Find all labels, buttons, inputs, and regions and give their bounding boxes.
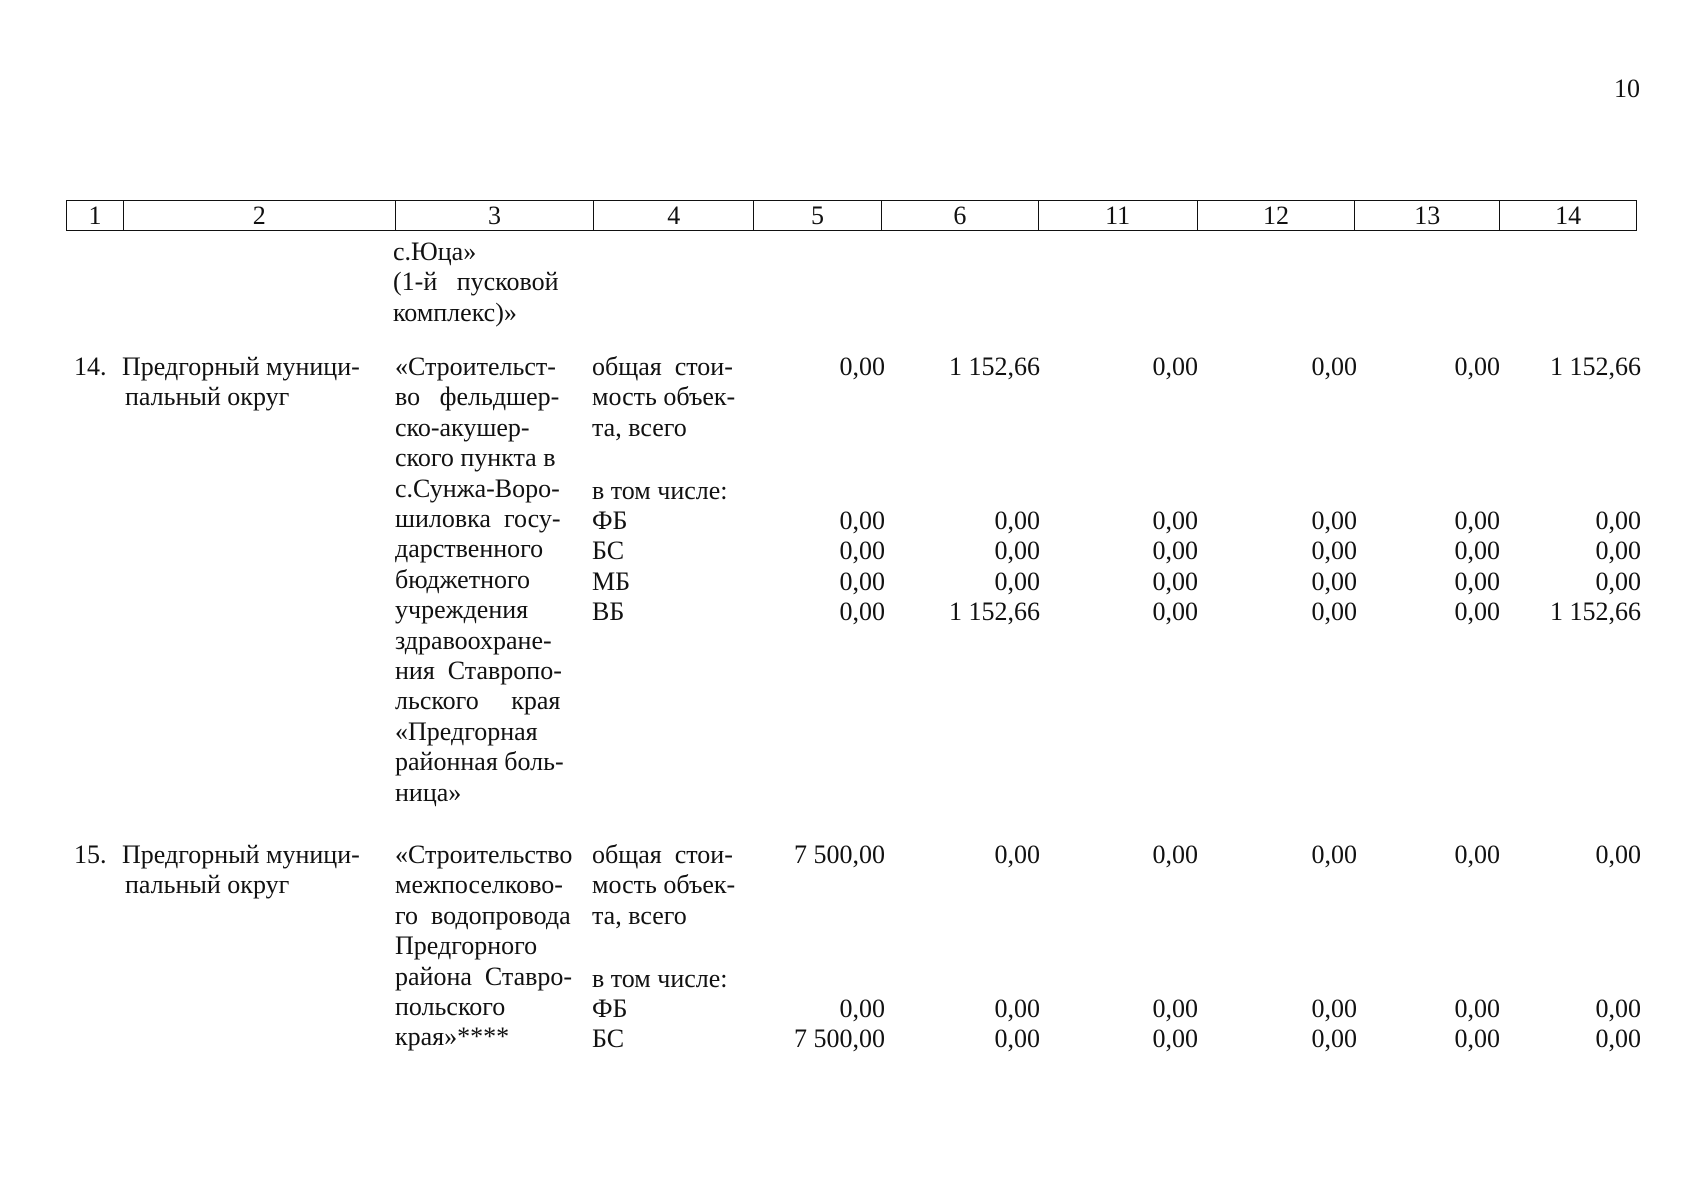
funding-source-value: 0,00 (839, 536, 885, 566)
funding-source-value: 0,00 (994, 566, 1040, 596)
funding-source-value: 0,00 (1152, 506, 1198, 535)
row-number: 14. (74, 352, 107, 381)
header-col-6: 6 (881, 201, 1038, 230)
funding-source-value: 1 152,66 (1550, 597, 1641, 627)
object-name-line: «Строительст- (395, 352, 556, 381)
funding-source-label: ФБ (592, 506, 628, 535)
object-name-line: с.Сунжа-Воро- (395, 473, 560, 503)
funding-source-value: 0,00 (1152, 536, 1198, 566)
funding-source-value: 0,00 (839, 566, 885, 596)
municipality-line: пальный округ (125, 870, 290, 900)
object-name-line: ница» (395, 777, 462, 807)
total-value: 1 152,66 (949, 352, 1040, 381)
total-value: 0,00 (994, 840, 1040, 869)
funding-source-value: 7 500,00 (794, 1024, 885, 1054)
funding-source-value: 0,00 (1311, 597, 1357, 627)
funding-source-value: 0,00 (1454, 536, 1500, 566)
object-name-line: ско-акушер- (395, 412, 530, 442)
object-name-line: «Строительство (395, 840, 573, 869)
municipality-line: пальный округ (125, 382, 290, 412)
header-col-13: 13 (1354, 201, 1499, 230)
funding-source-value: 0,00 (1152, 597, 1198, 627)
header-col-4: 4 (593, 201, 753, 230)
object-name-line: во фельдшер- (395, 382, 560, 412)
funding-source-value: 0,00 (1311, 536, 1357, 566)
funding-source-value: 0,00 (994, 994, 1040, 1023)
total-value: 0,00 (1311, 840, 1357, 869)
object-name-line: Предгорного (395, 931, 538, 961)
total-value: 0,00 (1454, 840, 1500, 869)
funding-source-value: 0,00 (1311, 1024, 1357, 1054)
header-col-11: 11 (1038, 201, 1197, 230)
total-value: 0,00 (1311, 352, 1357, 381)
total-value: 1 152,66 (1550, 352, 1641, 381)
page-number: 10 (1614, 74, 1640, 103)
funding-source-value: 0,00 (1595, 566, 1641, 596)
object-name-line: комплекс)» (393, 297, 517, 327)
object-name-line: ского пункта в (395, 443, 556, 473)
funding-source-value: 0,00 (1152, 1024, 1198, 1054)
funding-source-label: ФБ (592, 994, 628, 1023)
total-cost-label: та, всего (592, 900, 687, 930)
including-label: в том числе: (592, 963, 728, 993)
funding-source-value: 0,00 (1454, 1024, 1500, 1054)
object-name-line: шиловка госу- (395, 504, 561, 533)
including-label: в том числе: (592, 475, 728, 505)
funding-source-value: 0,00 (1311, 506, 1357, 535)
object-name-line: бюджетного (395, 564, 531, 594)
funding-source-value: 0,00 (1152, 566, 1198, 596)
object-name-line: здравоохране- (395, 625, 552, 655)
funding-source-value: 0,00 (1454, 566, 1500, 596)
header-col-14: 14 (1499, 201, 1636, 230)
object-name-line: учреждения (395, 595, 529, 625)
funding-source-value: 0,00 (1454, 597, 1500, 627)
object-name-line: района Ставро- (395, 961, 573, 991)
table-header-row (66, 200, 1637, 231)
funding-source-value: 0,00 (1152, 994, 1198, 1023)
object-name-line: межпоселково- (395, 870, 563, 900)
municipality-line: Предгорный муници- (122, 840, 360, 869)
funding-source-label: БС (592, 536, 625, 566)
total-cost-label: общая стои- (592, 840, 733, 869)
object-name-line: с.Юца» (393, 237, 477, 266)
row-number: 15. (74, 840, 107, 869)
object-name-line: районная боль- (395, 747, 564, 777)
total-value: 0,00 (1595, 840, 1641, 869)
object-name-line: ния Ставропо- (395, 656, 562, 685)
funding-source-label: ВБ (592, 597, 625, 627)
header-col-3: 3 (395, 201, 594, 230)
funding-source-value: 0,00 (994, 1024, 1040, 1054)
header-col-2: 2 (123, 201, 395, 230)
funding-source-value: 0,00 (839, 994, 885, 1023)
funding-source-value: 0,00 (1311, 994, 1357, 1023)
header-col-5: 5 (753, 201, 881, 230)
total-value: 0,00 (1152, 352, 1198, 381)
total-value: 0,00 (1454, 352, 1500, 381)
funding-source-value: 0,00 (1311, 566, 1357, 596)
funding-source-value: 1 152,66 (949, 597, 1040, 627)
object-name-line: го водопровода (395, 900, 571, 930)
funding-source-value: 0,00 (1454, 506, 1500, 535)
total-value: 7 500,00 (794, 840, 885, 869)
total-cost-label: общая стои- (592, 352, 733, 381)
funding-source-value: 0,00 (1454, 994, 1500, 1023)
object-name-line: дарственного (395, 534, 544, 564)
municipality-line: Предгорный муници- (122, 352, 360, 381)
total-cost-label: та, всего (592, 412, 687, 442)
funding-source-value: 0,00 (1595, 1024, 1641, 1054)
object-name-line: «Предгорная (395, 716, 538, 746)
funding-source-value: 0,00 (1595, 994, 1641, 1023)
funding-source-label: БС (592, 1024, 625, 1054)
total-cost-label: мость объек- (592, 870, 736, 900)
total-value: 0,00 (839, 352, 885, 381)
funding-source-value: 0,00 (994, 536, 1040, 566)
funding-source-value: 0,00 (839, 506, 885, 535)
funding-source-value: 0,00 (1595, 506, 1641, 535)
header-col-12: 12 (1197, 201, 1355, 230)
object-name-line: льского края (395, 686, 561, 716)
header-col-1: 1 (88, 201, 102, 230)
funding-source-value: 0,00 (839, 597, 885, 627)
total-cost-label: мость объек- (592, 382, 736, 412)
funding-source-value: 0,00 (994, 506, 1040, 535)
object-name-line: польского (395, 992, 506, 1021)
object-name-line: (1-й пусковой (393, 267, 559, 297)
funding-source-label: МБ (592, 566, 631, 596)
funding-source-value: 0,00 (1595, 536, 1641, 566)
object-name-line: края»**** (395, 1022, 510, 1052)
total-value: 0,00 (1152, 840, 1198, 869)
